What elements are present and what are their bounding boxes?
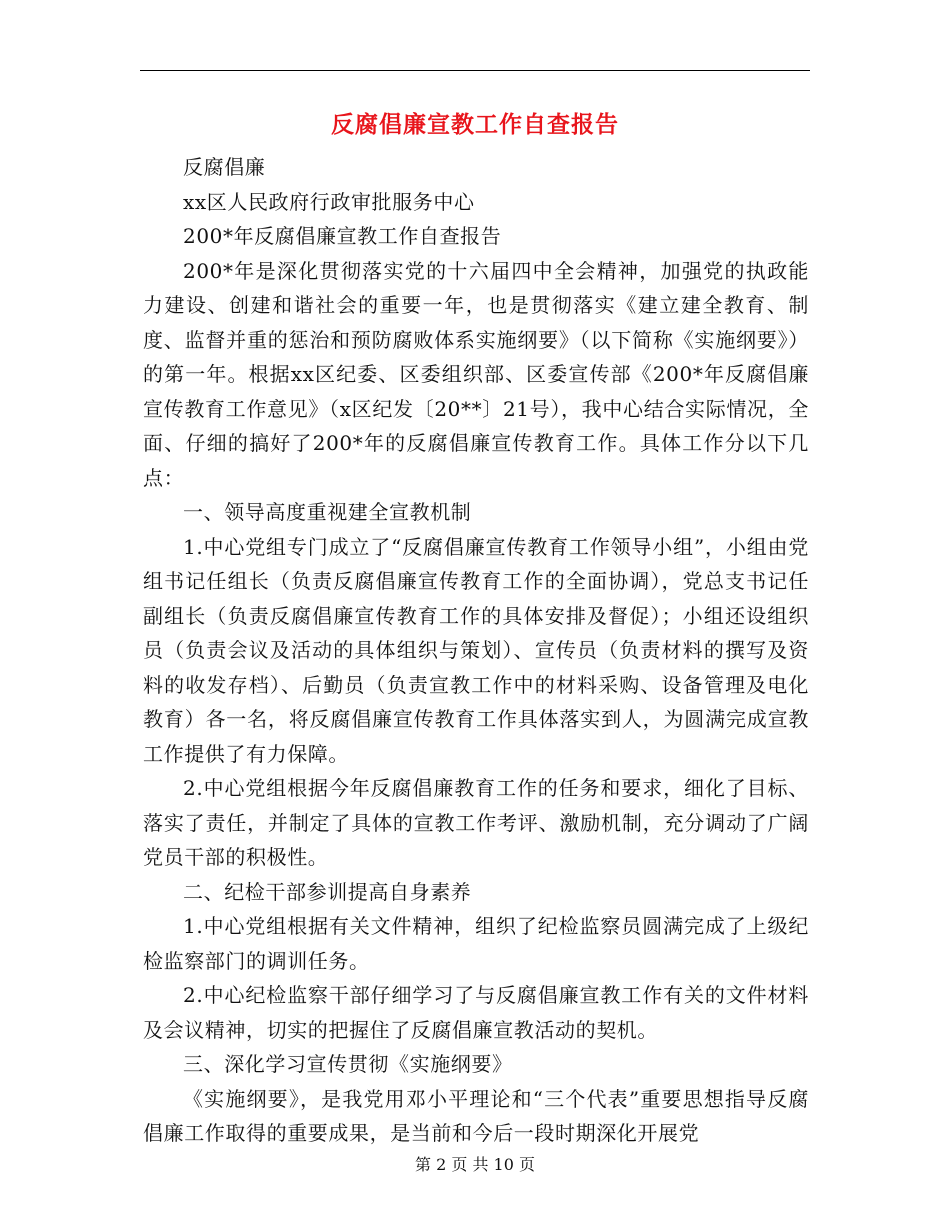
document-title: 反腐倡廉宣教工作自查报告 — [331, 111, 619, 138]
paragraph-1-2: 2.中心党组根据今年反腐倡廉教育工作的任务和要求，细化了目标、落实了责任，并制定了具体的宣教工作考评、激励机制，充分调动了广阔党员干部的积极性。 — [143, 776, 809, 869]
paragraph-category: 反腐倡廉 — [183, 155, 266, 179]
document-body — [143, 150, 809, 1151]
paragraph-2-1: 1.中心党组根据有关文件精神，组织了纪检监察员圆满完成了上级纪检监察部门的调训任务。 — [143, 914, 809, 973]
section-heading-2: 二、纪检干部参训提高自身素养 — [183, 879, 472, 904]
paragraph-report-title: 200*年反腐倡廉宣教工作自查报告 — [183, 224, 502, 248]
section-heading-3: 三、深化学习宣传贯彻《实施纲要》 — [183, 1052, 513, 1076]
paragraph-2-2: 2.中心纪检监察干部仔细学习了与反腐倡廉宣教工作有关的文件材料及会议精神，切实的把握住了反腐倡廉宣教活动的契机。 — [143, 983, 809, 1042]
paragraph-organization: xx区人民政府行政审批服务中心 — [183, 189, 475, 214]
paragraph-3-1: 《实施纲要》，是我党用邓小平理论和“三个代表”重要思想指导反腐倡廉工作取得的重要成果，是当前和今后一段时期深化开展党 — [143, 1086, 809, 1145]
page-footer: 第 2 页 共 10 页 — [415, 1155, 535, 1174]
paragraph-1-1: 1.中心党组专门成立了“反腐倡廉宣传教育工作领导小组”，小组由党组书记任组长（负责反腐倡廉宣传教育工作的全面协调），党总支书记任副组长（负责反腐倡廉宣传教育工作的具体安排及督促）；小组还设组织员（负责会议及活动的具体组织与策划）、宣传员（负责材料的撰写及资料的收发存档）、后勤员（负责宣教工作中的材料采购、设备管理及电化教育）各一名，将反腐倡廉宣传教育工作具体落实到人，为圆满完成宣教工作提供了有力保障。 — [143, 534, 809, 766]
paragraph-intro: 200*年是深化贯彻落实党的十六届四中全会精神，加强党的执政能力建设、创建和谐社会的重要一年，也是贯彻落实《建立建全教育、制度、监督并重的惩治和预防腐败体系实施纲要》（以下简称《实施纲要》）的第一年。根据xx区纪委、区委组织部、区委宣传部《200*年反腐倡廉宣传教育工作意见》（x区纪发〔20**〕21号），我中心结合实际情况，全面、仔细的搞好了200*年的反腐倡廉宣传教育工作。具体工作分以下几点： — [143, 258, 809, 490]
header-rule — [140, 70, 810, 71]
section-heading-1: 一、领导高度重视建全宣教机制 — [183, 500, 472, 524]
